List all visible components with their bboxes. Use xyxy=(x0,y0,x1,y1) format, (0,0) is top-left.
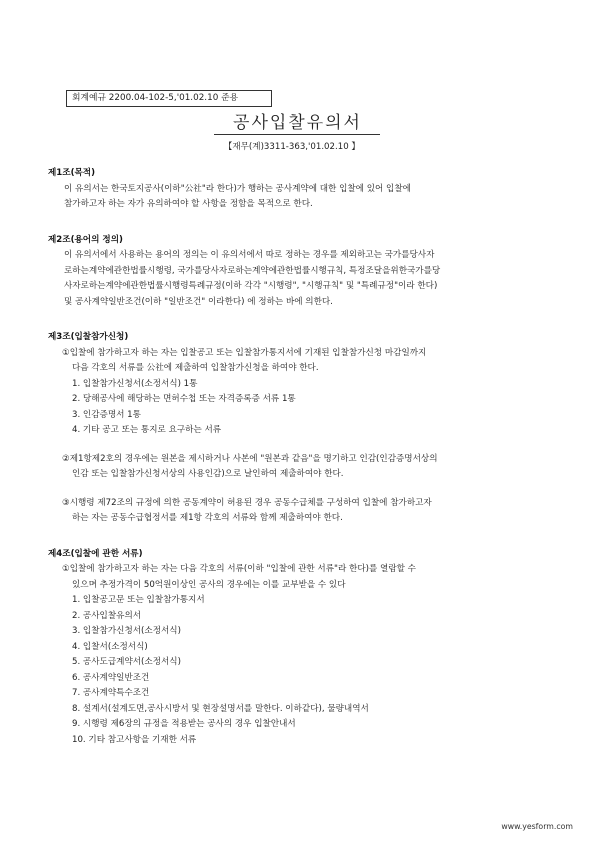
list-item: 3. 입찰참가신청서(소정서식) xyxy=(72,626,181,636)
document-title: 공사입찰유의서 xyxy=(233,113,362,133)
article-3-paragraph-2: ②제1항제2호의 경우에는 원본을 제시하거나 사본에 "원본과 같음"을 명기하고 인감(인감증명서상의 xyxy=(62,453,438,464)
article-3-paragraph-1-cont: 다음 각호의 서류를 公社에 제출하여 입찰참가신청을 하여야 한다. xyxy=(72,363,319,373)
document-body xyxy=(48,166,558,748)
list-item: 2. 공사입찰유의서 xyxy=(72,610,142,621)
article-1-line: 참가하고자 하는 자가 유의하여야 할 사항을 정함을 목적으로 한다. xyxy=(64,199,313,209)
list-item: 6. 공사계약일반조건 xyxy=(72,672,150,683)
article-2-line: 이 유의서에서 사용하는 용어의 정의는 이 유의서에서 따로 정하는 경우를 제외하고는 국가를당사자 xyxy=(64,250,435,260)
list-item: 3. 인감증명서 1통 xyxy=(72,409,141,420)
article-4-paragraph-1: ①입찰에 참가하고자 하는 자는 다음 각호의 서류(이하 "입찰에 관한 서류"라 한다)를 열람할 수 xyxy=(62,564,416,574)
article-3-heading: 제3조(입찰참가신청) xyxy=(48,332,129,342)
document-subtitle: 【재무(계)3311-363,'01.02.10 】 xyxy=(223,142,360,152)
article-3-paragraph-2-cont: 인감 또는 입찰참가신청서상의 사용인감)으로 날인하여 제출하여야 한다. xyxy=(72,469,344,479)
list-item: 8. 설계서(설계도면,공사시방서 및 현장설명서를 말한다. 이하같다), 물량내역서 xyxy=(72,703,369,714)
article-2 xyxy=(48,233,558,311)
footer-url: www.yesform.com xyxy=(501,822,573,831)
title-underline xyxy=(214,134,380,135)
article-2-heading: 제2조(용어의 정의) xyxy=(48,234,123,245)
list-item: 5. 공사도급계약서(소정서식) xyxy=(72,657,181,667)
article-4-paragraph-1-cont: 있으며 추정가격이 50억원이상인 공사의 경우에는 이를 교부받을 수 있다 xyxy=(72,579,346,590)
list-item: 7. 공사계약특수조건 xyxy=(72,688,150,698)
article-3 xyxy=(48,330,558,527)
article-3-paragraph-3-cont: 하는 자는 공동수급협정서를 제1항 각호의 서류와 함께 제출하여야 한다. xyxy=(72,513,343,523)
list-item: 4. 입찰서(소정서식) xyxy=(72,641,148,652)
article-2-line: 및 공사계약일반조건(이하 "일반조건" 이라한다) 에 정하는 바에 의한다. xyxy=(64,296,333,307)
article-1 xyxy=(48,166,558,213)
list-item: 1. 입찰공고문 또는 입찰참가통지서 xyxy=(72,595,205,605)
article-1-line: 이 유의서는 한국토지공사(이하"公社"라 한다)가 행하는 공사계약에 대한 입찰에 있어 입찰에 xyxy=(64,183,411,194)
article-2-line: 사자로하는계약에관한법률시행령특례규정(이하 각각 "시행령", "시행규칙" 및 "특례규정"이라 한다) xyxy=(64,281,438,291)
article-4 xyxy=(48,547,558,749)
list-item: 2. 당해공사에 해당하는 면허수첩 또는 자격증록증 서류 1통 xyxy=(72,394,296,404)
article-3-paragraph-3: ③시행령 제72조의 규정에 의한 공동계약이 허용된 경우 공동수급체를 구성하여 입찰에 참가하고자 xyxy=(62,497,432,508)
list-item: 9. 시행령 제6장의 규정을 적용받는 공사의 경우 입찰안내서 xyxy=(72,719,296,729)
list-item: 1. 입찰참가신청서(소정서식) 1통 xyxy=(72,378,198,389)
article-4-heading: 제4조(입찰에 관한 서류) xyxy=(48,548,143,559)
list-item: 4. 기타 공고 또는 통지로 요구하는 서류 xyxy=(72,425,222,435)
article-2-line: 로하는계약에관한법률시행령, 국가를당사자로하는계약에관한법률시행규칙, 특정조달을위한국가를당 xyxy=(64,265,441,276)
list-item: 10. 기타 참고사항을 기재한 서류 xyxy=(72,734,197,745)
article-3-paragraph-1: ①입찰에 참가하고자 하는 자는 입찰공고 또는 입찰참가통지서에 기재된 입찰참가신청 마감일까지 xyxy=(62,347,427,358)
reference-box: 회계예규 2200.04-102-5,'01.02.10 준용 xyxy=(66,90,272,107)
article-1-heading: 제1조(목적) xyxy=(48,168,96,178)
